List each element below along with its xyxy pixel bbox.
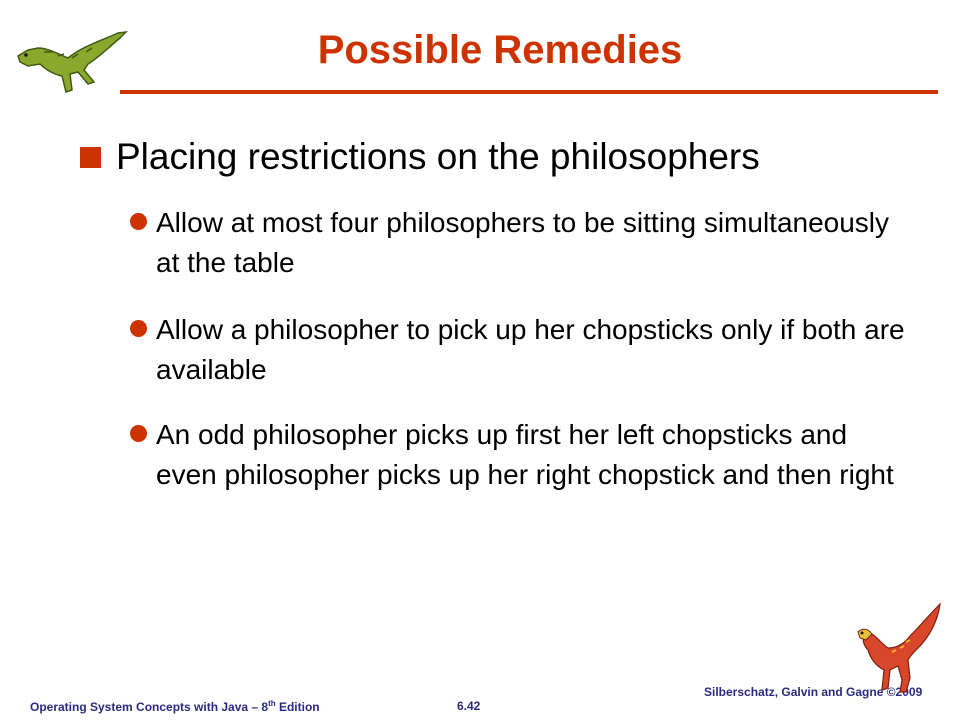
main-bullet [80,133,900,181]
footer-copyright: Silberschatz, Galvin and Gagne ©2009 [704,685,923,699]
footer-course-superscript: th [268,699,276,708]
sub-bullet-text: Allow at most four philosophers to be sitting simultaneously at the table [156,207,890,278]
footer-course-title [30,699,320,714]
round-bullet-icon [130,213,147,230]
red-dinosaur-icon [848,600,948,698]
sub-bullet-text: An odd philosopher picks up first her left chopsticks and even philosopher picks up her right chopstick and then right [156,419,894,490]
footer-course-prefix: Operating System Concepts with Java – 8 [30,700,269,714]
title-divider [120,90,938,94]
slide-title: Possible Remedies [317,28,683,72]
round-bullet-icon [130,425,147,442]
sub-bullet [130,310,910,390]
round-bullet-icon [130,320,147,337]
sub-bullet [130,415,910,495]
main-bullet-text: Placing restrictions on the philosophers [116,136,760,177]
square-bullet-icon [80,147,101,168]
footer-course-suffix: Edition [275,700,320,714]
sub-bullet-text: Allow a philosopher to pick up her chopsticks only if both are available [156,314,905,385]
green-dinosaur-icon [8,18,138,98]
footer-page-number: 6.42 [457,699,481,713]
sub-bullet [130,203,910,283]
